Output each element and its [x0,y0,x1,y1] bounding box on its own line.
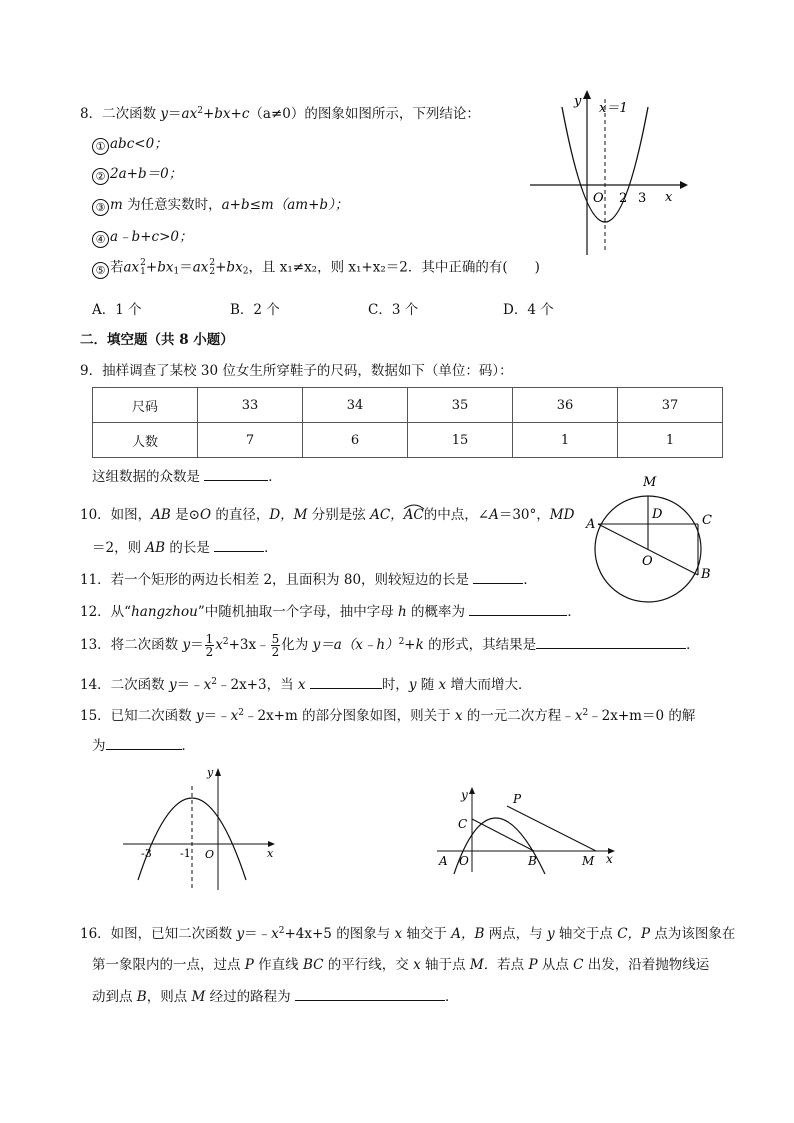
table-cell: 6 [303,423,408,458]
label-x: x [606,852,613,866]
q16-line-3: 动到点 B，则点 M 经过的路程为 ． [92,989,459,1005]
q9-stem: 9．抽样调查了某校 30 位女生所穿鞋子的尺码，数据如下（单位：码）： [80,363,513,379]
q16-figure [432,782,622,877]
y-label: y [574,94,582,109]
label-b: B [701,567,711,582]
tick-neg-1: -1 [180,847,191,860]
q9-table [92,387,723,458]
origin-label: O [593,191,604,206]
label-a: A [439,854,448,868]
table-cell: 34 [303,388,408,423]
label-d: D [652,507,663,522]
tick-3: 3 [638,191,647,206]
table-cell: 15 [408,423,513,458]
answer-blank[interactable] [473,571,523,584]
origin-label: O [205,848,215,861]
q9-answer-line: 这组数据的众数是 ． [92,469,282,485]
tick-2: 2 [619,191,628,206]
table-cell: 37 [618,388,723,423]
label-a: A [586,517,596,532]
q11-stem: 11．若一个矩形的两边长相差 2，且面积为 80，则较短边的长是 ． [80,572,537,588]
answer-blank[interactable] [106,737,182,750]
q12-stem: 12．从“hangzhou”中随机抽取一个字母，抽中字母 h 的概率为 ． [80,604,581,620]
arc-icon [403,503,425,509]
table-cell: 35 [408,388,513,423]
q16-line-2: 第一象限内的一点，过点 P 作直线 BC 的平行线，交 x 轴于点 M．若点 P 从点 C 出发，沿着抛物线运 [92,957,710,973]
line-bc [472,819,534,851]
fraction-one-half: $\frac{1}{2}$ [205,632,214,659]
table-row [93,388,723,423]
table-cell: 33 [198,388,303,423]
q15-parabola-graph [118,762,283,892]
q14-stem: 14．二次函数 $y=﹣x^2﹣2x+3$，当 x 时，y 随 x 增大而增大． [80,677,532,693]
q8-option-d[interactable]: D．4 个 [503,302,554,318]
q8-option-a[interactable]: A．1 个 [92,302,142,318]
y-axis-arrow-icon [583,90,591,99]
q15-stem: 15．已知二次函数 $y=﹣x^2﹣2x+m$ 的部分图象如图，则关于 x 的一元二次方程$﹣x^2﹣2x+m=0$ 的解 [80,708,696,724]
q8-stem: 8．二次函数 $y=ax^2+bx+c(a\ne 0)$的图象如图所示，下列结论： [80,106,480,122]
table-cell: 1 [618,423,723,458]
q8-statement-2: ② 2a+b＝0； [92,166,182,185]
label-m: M [643,475,657,490]
label-o: O [459,854,469,868]
answer-blank[interactable] [204,468,268,481]
label-o: O [642,554,653,569]
q10-line-2: ＝2，则 AB 的长是 ． [92,540,278,556]
table-cell: 尺码 [93,388,198,423]
label-m: M [582,854,595,868]
table-cell: 36 [513,388,618,423]
q8-statement-1: ① abc<0； [92,136,168,155]
q8-option-b[interactable]: B．2 个 [230,302,280,318]
label-y: y [461,788,468,802]
tick-neg-3: -3 [141,847,152,860]
y-axis-arrow-icon [215,768,221,776]
fraction-five-half: $\frac{5}{2}$ [271,632,280,659]
label-b: B [528,854,537,868]
table-cell: 1 [513,423,618,458]
answer-blank[interactable] [310,676,382,689]
q8-statement-5: ⑤ 若ax 2 1 $+bx_1=ax$ 2 2 $+bx_2$，且 x₁≠x₂，则 x₁+x₂＝2．其中正确的有( ) [92,259,540,279]
q8-statement-3: ③ m 为任意实数时，a+b≤m（am+b）； [92,197,348,216]
axis-label: x＝1 [599,101,628,116]
label-c: C [458,817,468,831]
answer-blank[interactable] [214,539,264,552]
x-axis-arrow-icon [680,181,688,189]
x-label: x [267,847,274,860]
x-label: x [665,190,673,205]
q8-parabola-graph [525,85,690,260]
arc-ac-label: AC [404,507,424,523]
table-cell: 人数 [93,423,198,458]
q8-statement-4: ④ a﹣b+c>0； [92,229,192,248]
answer-blank[interactable] [295,988,445,1001]
label-p: P [513,792,522,806]
q13-stem: 13．将二次函数 y＝ $\frac{1}{2}$ $x^2+3x﹣$ $\frac{5}{2}$ 化为 y＝a（x﹣h）$^2$+k 的形式，其结果是 ． [80,632,700,659]
q16-line-1: 16．如图，已知二次函数 $y=﹣x^2+4x+5$ 的图象与 x 轴交于 A，B 两点，与 y 轴交于点 C，P 点为该图象在 [80,926,736,942]
q10-stem: 10．如图，AB 是⊙O 的直径，D，M 分别是弦 AC， AC的中点，∠A＝30°，MD [80,507,574,523]
table-row [93,423,723,458]
label-c: C [702,513,712,528]
q10-circle-figure [584,472,719,604]
y-label: y [207,766,214,779]
table-cell: 7 [198,423,303,458]
q8-option-c[interactable]: C．3 个 [368,302,419,318]
answer-blank[interactable] [469,603,567,616]
y-axis-arrow-icon [469,787,475,794]
q15-line-2: 为 ． [92,738,195,754]
answer-blank[interactable] [536,636,686,649]
section-title: 二．填空题（共 8 小题） [80,332,234,348]
